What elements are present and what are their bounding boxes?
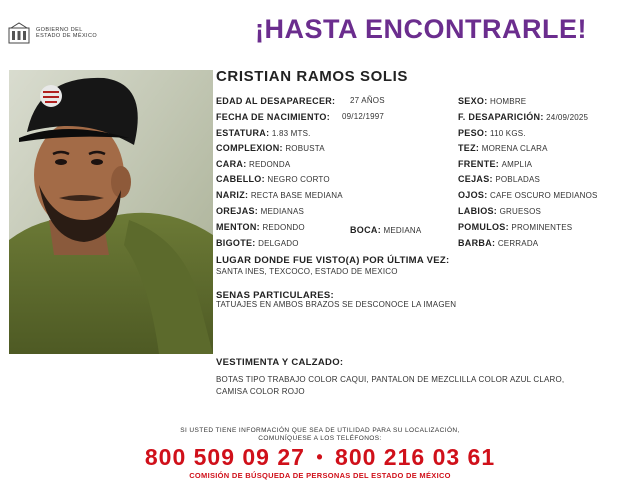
field-label: LABIOS: xyxy=(458,206,498,216)
phone-numbers xyxy=(0,444,640,471)
field-chin xyxy=(216,221,305,234)
field-label: COMPLEXION: xyxy=(216,143,283,153)
field-label: CEJAS: xyxy=(458,174,493,184)
field-label: FECHA DE NACIMIENTO: xyxy=(216,112,330,122)
phone-number-2[interactable]: 800 216 03 61 xyxy=(335,444,496,470)
field-value: MEDIANAS xyxy=(260,207,305,216)
field-value: CAFE OSCURO MEDIANOS xyxy=(490,191,598,200)
field-label: EDAD AL DESAPARECER: xyxy=(216,96,336,106)
field-label: MENTON: xyxy=(216,222,260,232)
field-label: CABELLO: xyxy=(216,174,265,184)
phone-number-1[interactable]: 800 509 09 27 xyxy=(144,444,305,470)
field-nose xyxy=(216,189,343,202)
field-sex xyxy=(458,95,526,108)
field-value: PROMINENTES xyxy=(511,223,573,232)
field-value: 24/09/2025 xyxy=(546,113,589,122)
field-eyes xyxy=(458,189,598,202)
last-seen-text: SANTA INES, TEXCOCO, ESTADO DE MEXICO xyxy=(216,267,398,276)
field-value: GRUESOS xyxy=(499,207,542,216)
field-label: F. DESAPARICIÓN: xyxy=(458,112,544,122)
field-label: BARBA: xyxy=(458,238,496,248)
field-value: DELGADO xyxy=(258,239,299,248)
field-mustache xyxy=(216,237,299,250)
field-label: POMULOS: xyxy=(458,222,509,232)
separator: • xyxy=(316,447,324,467)
field-value: CERRADA xyxy=(497,239,539,248)
field-birthdate xyxy=(216,111,385,123)
clothing-title: VESTIMENTA Y CALZADO: xyxy=(216,357,344,368)
government-logo xyxy=(8,20,128,46)
field-label: FRENTE: xyxy=(458,159,500,169)
field-beard xyxy=(458,237,538,250)
field-value: MEDIANA xyxy=(383,226,422,235)
field-label: BIGOTE: xyxy=(216,238,256,248)
field-ears xyxy=(216,205,304,218)
field-age xyxy=(216,95,385,107)
logo-line-1: GOBIERNO DEL xyxy=(36,26,83,33)
field-label: OREJAS: xyxy=(216,206,259,216)
field-value: MORENA CLARA xyxy=(481,144,548,153)
field-complexion xyxy=(458,142,548,155)
field-face xyxy=(216,158,290,171)
field-value: ROBUSTA xyxy=(285,144,325,153)
headline: ¡HASTA ENCONTRARLE! xyxy=(255,14,587,44)
field-mouth xyxy=(350,224,421,237)
field-lips xyxy=(458,205,541,218)
marks-text: TATUAJES EN AMBOS BRAZOS SE DESCONOCE LA IMAGEN xyxy=(216,300,457,309)
field-cheekbones xyxy=(458,221,572,234)
person-name: CRISTIAN RAMOS SOLIS xyxy=(216,68,409,85)
field-value: POBLADAS xyxy=(495,175,541,184)
field-value: RECTA BASE MEDIANA xyxy=(250,191,343,200)
field-height xyxy=(216,127,311,140)
field-label: ESTATURA: xyxy=(216,128,270,138)
state-seal-icon xyxy=(8,22,30,44)
info-line-1: SI USTED TIENE INFORMACIÓN QUE SEA DE UTILIDAD PARA SU LOCALIZACIÓN, xyxy=(180,427,460,434)
commission-name: COMISIÓN DE BÚSQUEDA DE PERSONAS DEL ESTADO DE MÉXICO xyxy=(189,471,451,480)
field-hair xyxy=(216,173,330,186)
marks-title: SENAS PARTICULARES: xyxy=(216,290,334,301)
field-forehead xyxy=(458,158,532,171)
field-value: NEGRO CORTO xyxy=(267,175,330,184)
field-eyebrows xyxy=(458,173,540,186)
field-build xyxy=(216,142,325,155)
last-seen-title: LUGAR DONDE FUE VISTO(A) POR ÚLTIMA VEZ: xyxy=(216,255,450,266)
field-value: REDONDO xyxy=(262,223,305,232)
field-value: 27 AÑOS xyxy=(350,96,385,105)
field-label: SEXO: xyxy=(458,96,488,106)
field-weight xyxy=(458,127,526,140)
logo-line-2: ESTADO DE MÉXICO xyxy=(36,33,97,39)
field-value: 09/12/1997 xyxy=(342,112,385,121)
field-value: HOMBRE xyxy=(490,97,527,106)
field-label: CARA: xyxy=(216,159,247,169)
missing-person-photo xyxy=(9,70,213,354)
field-value: AMPLIA xyxy=(501,160,533,169)
field-value: 1.83 MTS. xyxy=(271,129,311,138)
clothing-line-1: BOTAS TIPO TRABAJO COLOR CAQUI, PANTALON DE MEZCLILLA COLOR AZUL CLARO, xyxy=(216,375,565,384)
field-disappearance-date xyxy=(458,111,588,124)
field-value: 110 KGS. xyxy=(490,129,526,138)
field-label: NARIZ: xyxy=(216,190,249,200)
field-value: REDONDA xyxy=(249,160,291,169)
field-label: PESO: xyxy=(458,128,488,138)
clothing-line-2: CAMISA COLOR ROJO xyxy=(216,387,305,396)
info-line-2: COMUNÍQUESE A LOS TELÉFONOS: xyxy=(258,435,382,442)
field-label: OJOS: xyxy=(458,190,488,200)
field-label: TEZ: xyxy=(458,143,480,153)
field-label: BOCA: xyxy=(350,225,381,235)
